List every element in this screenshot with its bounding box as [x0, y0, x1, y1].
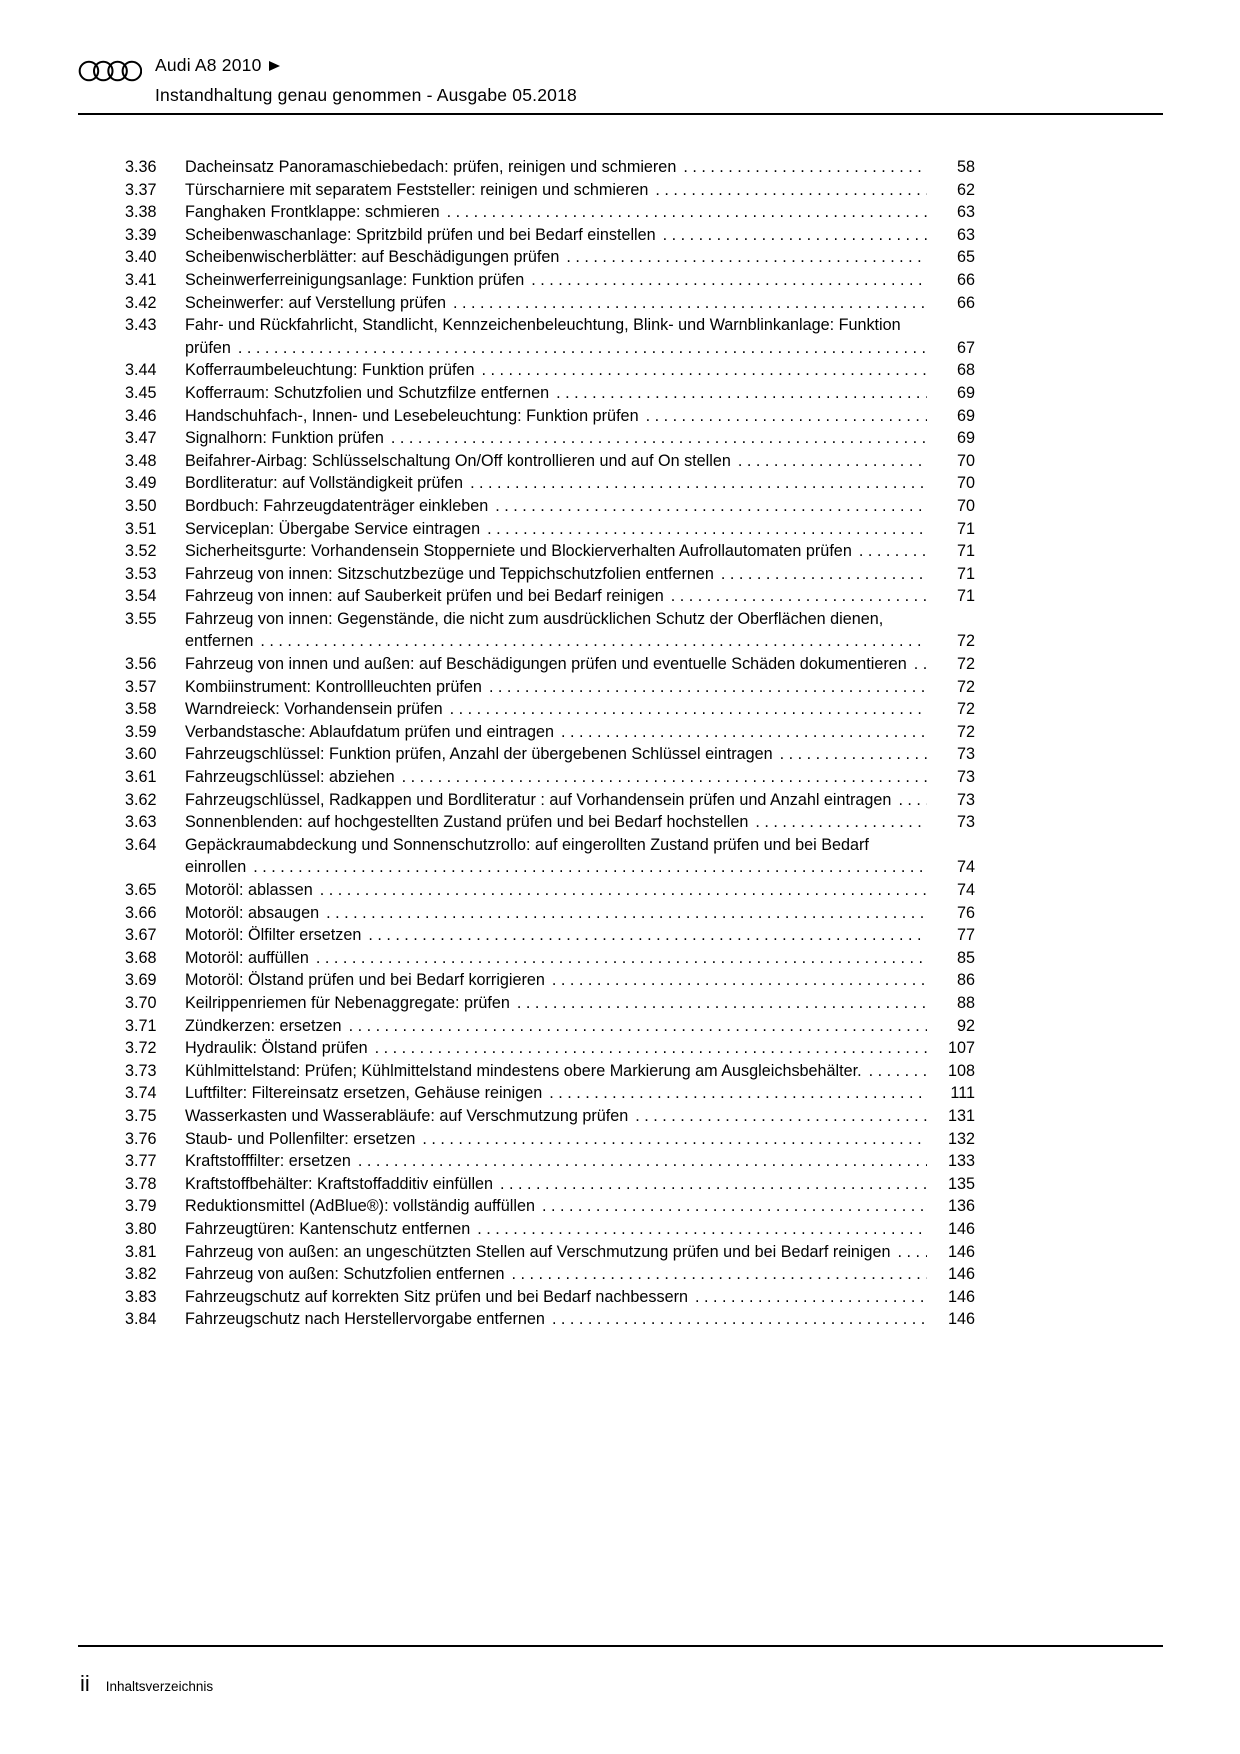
toc-entry-number: 3.73 — [125, 1061, 157, 1080]
toc-entry — [125, 427, 975, 450]
toc-entry-number: 3.38 — [125, 203, 157, 222]
toc-entry — [125, 382, 975, 405]
toc-entry-page: 63 — [956, 225, 975, 244]
toc-entry-page: 85 — [956, 948, 975, 967]
toc-entry-number: 3.61 — [125, 768, 157, 787]
toc-entry-page: 72 — [956, 700, 975, 719]
toc-entry — [125, 811, 975, 834]
toc-entry — [125, 653, 975, 676]
toc-entry-title: Gepäckraumabdeckung und Sonnenschutzrollo: auf eingerollten Zustand prüfen und bei Bedarf einrollen . . . — [185, 834, 927, 879]
toc-entry — [125, 224, 975, 247]
toc-entry-page: 92 — [956, 1016, 975, 1035]
toc-entry-title: Bordbuch: Fahrzeugdatenträger einkleben . . . — [185, 495, 927, 518]
toc-entry-number: 3.75 — [125, 1106, 157, 1125]
toc-entry-number: 3.46 — [125, 406, 157, 425]
toc-entry-page: 86 — [956, 971, 975, 990]
toc-entry-page: 71 — [956, 519, 975, 538]
toc-entry-page: 72 — [956, 677, 975, 696]
footer-page-number: ii — [80, 1670, 90, 1696]
toc-entry-number: 3.56 — [125, 655, 157, 674]
toc-entry-title: Staub- und Pollenfilter: ersetzen . . . — [185, 1128, 927, 1151]
toc-entry-number: 3.42 — [125, 293, 157, 312]
toc-entry-page: 67 — [956, 338, 975, 357]
toc-entry-title: Fahrzeugschlüssel, Radkappen und Bordliteratur : auf Vorhandensein prüfen und Anzahl eintragen . . . — [185, 789, 927, 812]
toc-entry — [125, 1060, 975, 1083]
toc-entry-number: 3.64 — [125, 835, 157, 854]
toc-entry-title: Kühlmittelstand: Prüfen; Kühlmittelstand mindestens obere Markierung am Ausgleichsbehälter. . . . — [185, 1060, 927, 1083]
toc-entry — [125, 518, 975, 541]
toc-entry — [125, 721, 975, 744]
toc-entry — [125, 879, 975, 902]
toc-entry-title: Motoröl: auffüllen . . . — [185, 947, 927, 970]
toc-entry-title: Motoröl: Ölstand prüfen und bei Bedarf korrigieren . . . — [185, 969, 927, 992]
toc-entry — [125, 1263, 975, 1286]
toc-entry-page: 63 — [956, 203, 975, 222]
toc-entry-title: Sonnenblenden: auf hochgestellten Zustand prüfen und bei Bedarf hochstellen . . . — [185, 811, 927, 834]
toc-entry-title: Serviceplan: Übergabe Service eintragen . . . — [185, 518, 927, 541]
toc-entry-page: 71 — [956, 564, 975, 583]
toc-entry-page: 70 — [956, 451, 975, 470]
toc-entry-title: Fahrzeug von innen: Sitzschutzbezüge und Teppichschutzfolien entfernen . . . — [185, 563, 927, 586]
toc-entry-number: 3.52 — [125, 542, 157, 561]
toc-entry-page: 76 — [956, 903, 975, 922]
toc-entry-number: 3.53 — [125, 564, 157, 583]
toc-entry-page: 146 — [947, 1219, 975, 1238]
toc-entry-page: 72 — [956, 632, 975, 651]
toc-entry-number: 3.58 — [125, 700, 157, 719]
toc-entry-title: Scheinwerfer: auf Verstellung prüfen . . . — [185, 292, 927, 315]
toc-entry — [125, 405, 975, 428]
toc-entry-number: 3.55 — [125, 609, 157, 628]
toc-entry-title: Fahrzeugschutz auf korrekten Sitz prüfen und bei Bedarf nachbessern . . . — [185, 1286, 927, 1309]
toc-entry — [125, 1286, 975, 1309]
toc-entry-title: Fahr- und Rückfahrlicht, Standlicht, Kennzeichenbeleuchtung, Blink- und Warnblinkanlage: Funktion prüfen . . . — [185, 314, 927, 359]
header-model-line — [155, 50, 577, 80]
toc-entry — [125, 563, 975, 586]
toc-entry-number: 3.62 — [125, 790, 157, 809]
toc-entry — [125, 834, 975, 879]
toc-entry — [125, 246, 975, 269]
toc-entry-page: 69 — [956, 383, 975, 402]
toc-entry-number: 3.72 — [125, 1039, 157, 1058]
toc-entry-title: Fahrzeug von außen: Schutzfolien entfernen . . . — [185, 1263, 927, 1286]
footer-section-label: Inhaltsverzeichnis — [105, 1678, 214, 1694]
toc-entry-page: 74 — [956, 858, 975, 877]
toc-entry — [125, 201, 975, 224]
toc-entry-number: 3.60 — [125, 745, 157, 764]
toc-entry-number: 3.49 — [125, 474, 157, 493]
toc-entry — [125, 676, 975, 699]
toc-entry-page: 146 — [947, 1287, 975, 1306]
toc-entry-title: Motoröl: ablassen . . . — [185, 879, 927, 902]
toc-entry-number: 3.76 — [125, 1129, 157, 1148]
toc-entry-number: 3.68 — [125, 948, 157, 967]
toc-entry — [125, 1195, 975, 1218]
toc-entry-title: Bordliteratur: auf Vollständigkeit prüfen . . . — [185, 472, 927, 495]
header-text-block — [155, 50, 577, 110]
toc-entry-title: Zündkerzen: ersetzen . . . — [185, 1015, 927, 1038]
toc-entry-page: 71 — [956, 587, 975, 606]
toc-entry-title: Luftfilter: Filtereinsatz ersetzen, Gehäuse reinigen . . . — [185, 1082, 927, 1105]
toc-entry-number: 3.47 — [125, 429, 157, 448]
toc-entry — [125, 156, 975, 179]
toc-entry-title: Hydraulik: Ölstand prüfen . . . — [185, 1037, 927, 1060]
toc-entry-title: Keilrippenriemen für Nebenaggregate: prüfen . . . — [185, 992, 927, 1015]
toc-entry-number: 3.66 — [125, 903, 157, 922]
toc-entry — [125, 789, 975, 812]
toc-entry-title: Scheibenwischerblätter: auf Beschädigungen prüfen . . . — [185, 246, 927, 269]
toc-entry-title: Fahrzeug von innen und außen: auf Beschädigungen prüfen und eventuelle Schäden dokumentieren . . . — [185, 653, 927, 676]
toc-entry-title: Dacheinsatz Panoramaschiebedach: prüfen, reinigen und schmieren . . . — [185, 156, 927, 179]
toc-entry-number: 3.37 — [125, 180, 157, 199]
toc-entry-page: 77 — [956, 926, 975, 945]
toc-entry — [125, 1308, 975, 1331]
toc-entry-title: Verbandstasche: Ablaufdatum prüfen und eintragen . . . — [185, 721, 927, 744]
toc-entry-number: 3.41 — [125, 270, 157, 289]
toc-entry — [125, 698, 975, 721]
toc-entry — [125, 292, 975, 315]
toc-entry-number: 3.39 — [125, 225, 157, 244]
toc-entry-number: 3.82 — [125, 1265, 157, 1284]
toc-entry-page: 146 — [947, 1310, 975, 1329]
toc-entry-number: 3.44 — [125, 361, 157, 380]
toc-entry-title: Scheibenwaschanlage: Spritzbild prüfen und bei Bedarf einstellen . . . — [185, 224, 927, 247]
toc-entry-title: Signalhorn: Funktion prüfen . . . — [185, 427, 927, 450]
toc-entry-number: 3.77 — [125, 1152, 157, 1171]
toc-entry — [125, 1150, 975, 1173]
toc-entry-page: 70 — [956, 474, 975, 493]
toc-entry-page: 107 — [947, 1039, 975, 1058]
toc-entry-title: Fahrzeugschlüssel: Funktion prüfen, Anzahl der übergebenen Schlüssel eintragen . . . — [185, 743, 927, 766]
toc-entry — [125, 608, 975, 653]
header-divider — [78, 113, 1163, 115]
toc-entry-title: Kraftstoffbehälter: Kraftstoffadditiv einfüllen . . . — [185, 1173, 927, 1196]
toc-entry-number: 3.65 — [125, 881, 157, 899]
toc-entry-page: 132 — [947, 1129, 975, 1148]
footer-divider — [78, 1645, 1163, 1647]
audi-rings-icon — [78, 60, 142, 87]
toc-entry-title: Motoröl: Ölfilter ersetzen . . . — [185, 924, 927, 947]
toc-entry-page: 108 — [947, 1061, 975, 1080]
toc-entry-number: 3.69 — [125, 971, 157, 990]
toc-entry-page: 74 — [956, 881, 975, 899]
toc-entry — [125, 495, 975, 518]
toc-entry-number: 3.67 — [125, 926, 157, 945]
toc-entry-number: 3.71 — [125, 1016, 157, 1035]
toc-entry-title: Handschuhfach-, Innen- und Lesebeleuchtung: Funktion prüfen . . . — [185, 405, 927, 428]
toc-entry — [125, 947, 975, 970]
toc-entry-title: Beifahrer-Airbag: Schlüsselschaltung On/Off kontrollieren und auf On stellen . . . — [185, 450, 927, 473]
toc-entry-page: 70 — [956, 496, 975, 515]
toc-entry-number: 3.48 — [125, 451, 157, 470]
toc-entry-title: Kofferraum: Schutzfolien und Schutzfilze entfernen . . . — [185, 382, 927, 405]
toc-entry-title: Fahrzeugtüren: Kantenschutz entfernen . . . — [185, 1218, 927, 1241]
toc-entry-title: Motoröl: absaugen . . . — [185, 902, 927, 925]
toc-entry-title: Fahrzeugschlüssel: abziehen . . . — [185, 766, 927, 789]
toc-entry — [125, 1037, 975, 1060]
toc-entry-page: 135 — [947, 1174, 975, 1193]
toc-entry — [125, 1082, 975, 1105]
toc-entry-title: Scheinwerferreinigungsanlage: Funktion prüfen . . . — [185, 269, 927, 292]
forward-arrow-icon — [269, 61, 280, 71]
toc-entry-number: 3.54 — [125, 587, 157, 606]
toc-entry-number: 3.57 — [125, 677, 157, 696]
toc-entry — [125, 924, 975, 947]
toc-entry-title: Kraftstofffilter: ersetzen . . . — [185, 1150, 927, 1173]
toc-entry-number: 3.36 — [125, 158, 157, 176]
toc-entry-number: 3.81 — [125, 1242, 157, 1261]
header-subtitle: Instandhaltung genau genommen - Ausgabe 05.2018 — [155, 85, 577, 105]
header-model-title: Audi A8 2010 — [155, 55, 262, 75]
toc-entry-title: Sicherheitsgurte: Vorhandensein Stopperniete und Blockierverhalten Aufrollautomaten prüfen . . . — [185, 540, 927, 563]
toc-entry-number: 3.83 — [125, 1287, 157, 1306]
toc-entry — [125, 1241, 975, 1264]
toc-entry — [125, 1173, 975, 1196]
toc-entry-page: 69 — [956, 406, 975, 425]
toc-entry-number: 3.43 — [125, 316, 157, 335]
toc-entry — [125, 450, 975, 473]
toc-entry-page: 131 — [947, 1106, 975, 1125]
toc-entry-page: 65 — [956, 248, 975, 267]
header-row — [78, 50, 1163, 110]
toc-entry — [125, 269, 975, 292]
toc-entry-page: 146 — [947, 1242, 975, 1261]
toc-entry-number: 3.63 — [125, 813, 157, 832]
toc-entry-page: 69 — [956, 429, 975, 448]
page-header — [78, 50, 1163, 115]
toc-entry-number: 3.79 — [125, 1197, 157, 1216]
toc-entry-page: 133 — [947, 1152, 975, 1171]
toc-entry — [125, 969, 975, 992]
toc-entry — [125, 992, 975, 1015]
toc-entry-page: 136 — [947, 1197, 975, 1216]
toc-entry-number: 3.59 — [125, 722, 157, 741]
toc-entry-page: 68 — [956, 361, 975, 380]
toc-entry-number: 3.45 — [125, 383, 157, 402]
page-footer — [78, 1645, 1163, 1695]
toc-entry — [125, 179, 975, 202]
toc-entry — [125, 472, 975, 495]
toc-entry-number: 3.80 — [125, 1219, 157, 1238]
toc-entry — [125, 1218, 975, 1241]
toc-entry — [125, 540, 975, 563]
toc-entry-number: 3.51 — [125, 519, 157, 538]
toc-entry-title: Kofferraumbeleuchtung: Funktion prüfen . . . — [185, 359, 927, 382]
toc-entry — [125, 314, 975, 359]
toc-entry-number: 3.84 — [125, 1310, 157, 1329]
toc-entry-title: Türscharniere mit separatem Feststeller: reinigen und schmieren . . . — [185, 179, 927, 202]
toc-entry-page: 111 — [950, 1084, 975, 1103]
toc-entry-title: Fanghaken Frontklappe: schmieren . . . — [185, 201, 927, 224]
toc-entry-number: 3.40 — [125, 248, 157, 267]
toc-entry-title: Wasserkasten und Wasserabläufe: auf Verschmutzung prüfen . . . — [185, 1105, 927, 1128]
toc-entry-number: 3.50 — [125, 496, 157, 515]
toc-entry — [125, 1128, 975, 1151]
toc-entry — [125, 902, 975, 925]
toc-entry-number: 3.78 — [125, 1174, 157, 1193]
toc-entry-page: 72 — [956, 722, 975, 741]
toc-entry-title: Reduktionsmittel (AdBlue®): vollständig auffüllen . . . — [185, 1195, 927, 1218]
toc-entry-page: 71 — [956, 542, 975, 561]
toc-entry — [125, 1015, 975, 1038]
toc-entry-title: Warndreieck: Vorhandensein prüfen . . . — [185, 698, 927, 721]
toc-entry-title: Fahrzeugschutz nach Herstellervorgabe entfernen . . . — [185, 1308, 927, 1331]
toc-entry-page: 73 — [956, 813, 975, 832]
toc-entry — [125, 743, 975, 766]
toc-entry-page: 73 — [956, 768, 975, 787]
toc-entry-title: Fahrzeug von außen: an ungeschützten Stellen auf Verschmutzung prüfen und bei Bedarf reinigen . . . — [185, 1241, 927, 1264]
toc-list — [125, 156, 975, 1331]
toc-entry-page: 66 — [956, 293, 975, 312]
toc-entry-page: 62 — [956, 180, 975, 199]
toc-entry — [125, 1105, 975, 1128]
toc-entry-number: 3.70 — [125, 993, 157, 1012]
toc-entry-title: Fahrzeug von innen: Gegenstände, die nicht zum ausdrücklichen Schutz der Oberflächen dienen, entfernen . . . — [185, 608, 927, 653]
toc-entry-title: Kombiinstrument: Kontrollleuchten prüfen . . . — [185, 676, 927, 699]
toc-entry-page: 66 — [956, 270, 975, 289]
toc-entry-number: 3.74 — [125, 1084, 157, 1103]
toc-entry-page: 88 — [956, 993, 975, 1012]
footer-row — [80, 1670, 1163, 1696]
toc-entry-page: 73 — [956, 745, 975, 764]
toc-entry-title: Fahrzeug von innen: auf Sauberkeit prüfen und bei Bedarf reinigen . . . — [185, 585, 927, 608]
toc-entry-page: 73 — [956, 790, 975, 809]
toc-entry — [125, 585, 975, 608]
toc-entry-page: 58 — [956, 158, 975, 176]
toc-entry-page: 72 — [956, 655, 975, 674]
toc-entry — [125, 766, 975, 789]
toc-entry — [125, 359, 975, 382]
toc-entry-page: 146 — [947, 1265, 975, 1284]
